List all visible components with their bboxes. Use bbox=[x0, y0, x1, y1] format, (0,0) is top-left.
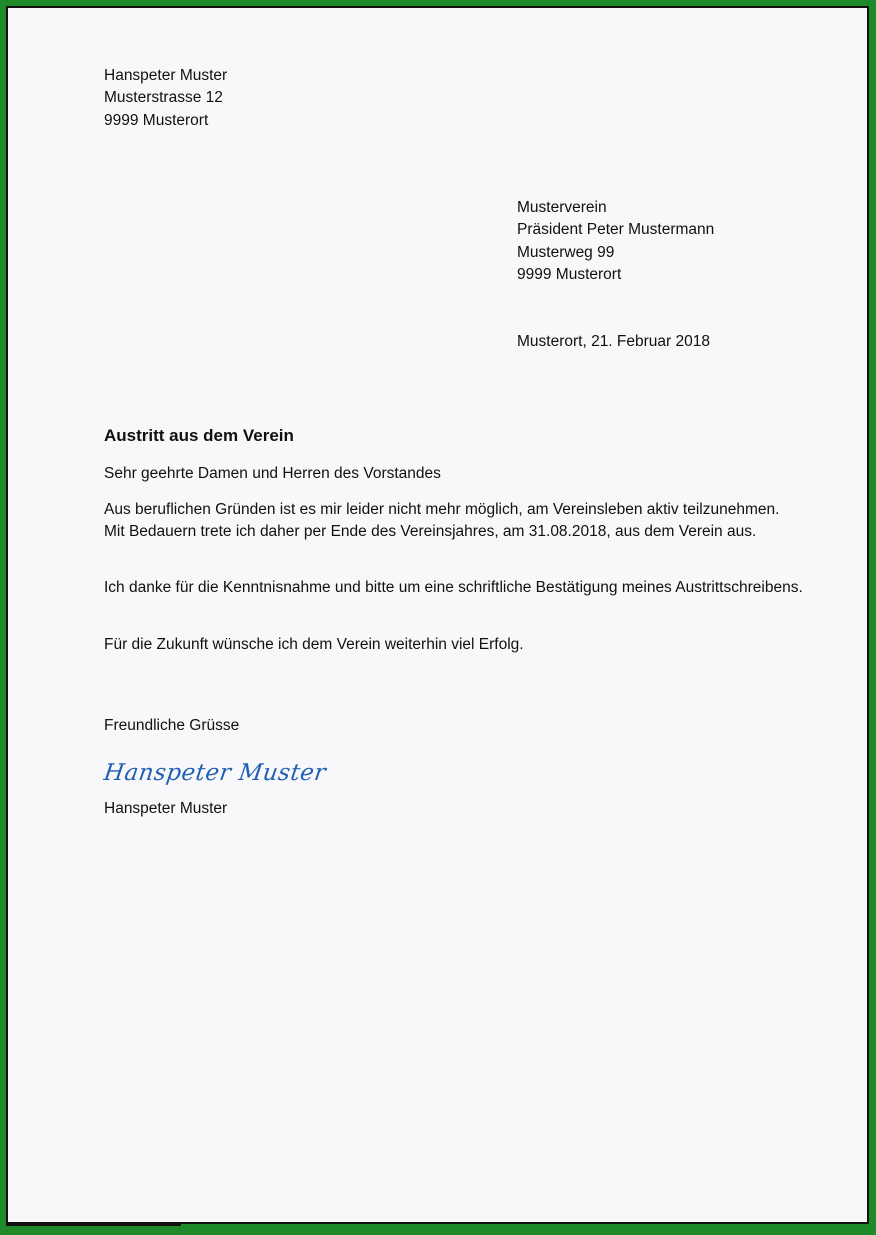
letter-page bbox=[6, 6, 869, 1224]
body-paragraph: Aus beruflichen Gründen ist es mir leider nicht mehr möglich, am Vereinsleben aktiv teilzunehmen. Mit Bedauern trete ich daher per Ende des Vereinsjahres, am 31.08.2018, aus dem Verein aus. bbox=[104, 501, 780, 540]
closing: Freundliche Grüsse bbox=[104, 717, 240, 734]
signature-name: Hanspeter Muster bbox=[104, 800, 228, 817]
recipient-address bbox=[517, 197, 714, 286]
body-paragraph: Für die Zukunft wünsche ich dem Verein weiterhin viel Erfolg. bbox=[104, 636, 524, 653]
handwritten-signature: Hanspeter Muster bbox=[102, 760, 328, 786]
sender-city: 9999 Musterort bbox=[104, 111, 209, 129]
bottom-bar bbox=[6, 1222, 181, 1226]
body-paragraph: Ich danke für die Kenntnisnahme und bitte um eine schriftliche Bestätigung meines Austrittschreibens. bbox=[104, 579, 803, 596]
letter-subject: Austritt aus dem Verein bbox=[104, 426, 294, 445]
salutation: Sehr geehrte Damen und Herren des Vorstandes bbox=[104, 465, 441, 482]
letter-date bbox=[517, 331, 710, 353]
sender-street: Musterstrasse 12 bbox=[104, 89, 223, 107]
recipient-org: Musterverein bbox=[517, 199, 607, 216]
recipient-city: 9999 Musterort bbox=[517, 265, 622, 283]
recipient-person: Präsident Peter Mustermann bbox=[517, 221, 715, 239]
recipient-street: Musterweg 99 bbox=[517, 243, 615, 261]
sender-name: Hanspeter Muster bbox=[104, 67, 228, 84]
date-line: Musterort, 21. Februar 2018 bbox=[517, 333, 710, 350]
sender-address bbox=[104, 65, 227, 132]
